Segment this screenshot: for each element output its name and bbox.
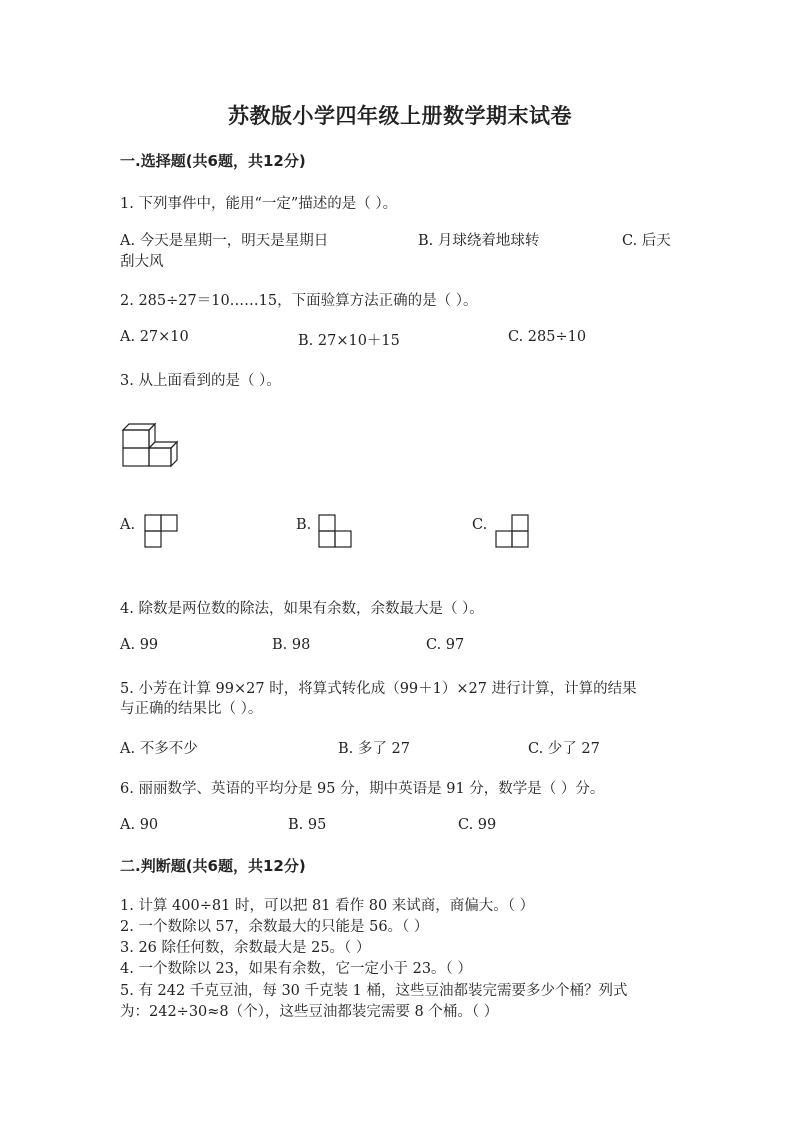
- question-5-option-c: C. 少了 27: [528, 741, 600, 757]
- question-2-option-b: B. 27×10＋15: [298, 333, 400, 349]
- question-2-option-c: C. 285÷10: [508, 329, 587, 345]
- question-1-option-c-continued: 刮大风: [120, 254, 164, 270]
- question-4-option-b: B. 98: [272, 637, 311, 653]
- judgment-item-1: 1. 计算 400÷81 时，可以把 81 看作 80 来试商，商偏大。（ ）: [120, 898, 535, 914]
- question-1-option-b: B. 月球绕着地球转: [418, 233, 540, 249]
- question-3-option-b: B.: [296, 517, 312, 533]
- question-6-option-a: A. 90: [120, 817, 159, 833]
- question-6-option-b: B. 95: [288, 817, 327, 833]
- question-2-option-a: A. 27×10: [120, 329, 189, 345]
- question-3-option-c: C.: [472, 517, 488, 533]
- question-5-stem-line-1: 5. 小芳在计算 99×27 时，将算式转化成（99＋1）×27 进行计算，计算的结果: [120, 681, 637, 697]
- question-5-option-a: A. 不多不少: [120, 741, 198, 757]
- judgment-item-5-line-2: 为：242÷30≈8（个），这些豆油都装完需要 8 个桶。（ ）: [120, 1004, 499, 1020]
- question-1-option-c: C. 后天: [622, 233, 671, 249]
- cube-stack-figure: [120, 422, 182, 470]
- top-view-option-c-figure: [496, 515, 530, 549]
- judgment-item-2: 2. 一个数除以 57，余数最大的只能是 56。（ ）: [120, 919, 429, 935]
- question-5-option-b: B. 多了 27: [338, 741, 410, 757]
- top-view-option-a-figure: [145, 515, 179, 549]
- section-heading-judgment: 二.判断题(共6题，共12分): [120, 857, 306, 875]
- question-4-option-c: C. 97: [426, 637, 465, 653]
- question-4-option-a: A. 99: [120, 637, 159, 653]
- question-4-stem: 4. 除数是两位数的除法，如果有余数，余数最大是（ ）。: [120, 601, 484, 617]
- question-6-stem: 6. 丽丽数学、英语的平均分是 95 分，期中英语是 91 分，数学是（ ）分。: [120, 781, 605, 797]
- section-heading-choice: 一.选择题(共6题，共12分): [120, 152, 306, 170]
- question-5-stem-line-2: 与正确的结果比（ ）。: [120, 701, 263, 717]
- question-3-stem: 3. 从上面看到的是（ ）。: [120, 373, 281, 389]
- judgment-item-3: 3. 26 除任何数，余数最大是 25。（ ）: [120, 940, 371, 956]
- question-3-option-a: A.: [120, 517, 136, 533]
- question-6-option-c: C. 99: [458, 817, 497, 833]
- question-1-stem: 1. 下列事件中，能用“一定”描述的是（ ）。: [120, 196, 398, 212]
- judgment-item-4: 4. 一个数除以 23，如果有余数，它一定小于 23。（ ）: [120, 961, 472, 977]
- top-view-option-b-figure: [319, 515, 353, 549]
- page-title: 苏教版小学四年级上册数学期末试卷: [228, 104, 572, 128]
- question-2-stem: 2. 285÷27＝10……15，下面验算方法正确的是（ ）。: [120, 293, 478, 309]
- question-1-option-a: A. 今天是星期一，明天是星期日: [120, 233, 329, 249]
- judgment-item-5-line-1: 5. 有 242 千克豆油，每 30 千克装 1 桶，这些豆油都装完需要多少个桶？列式: [120, 983, 628, 999]
